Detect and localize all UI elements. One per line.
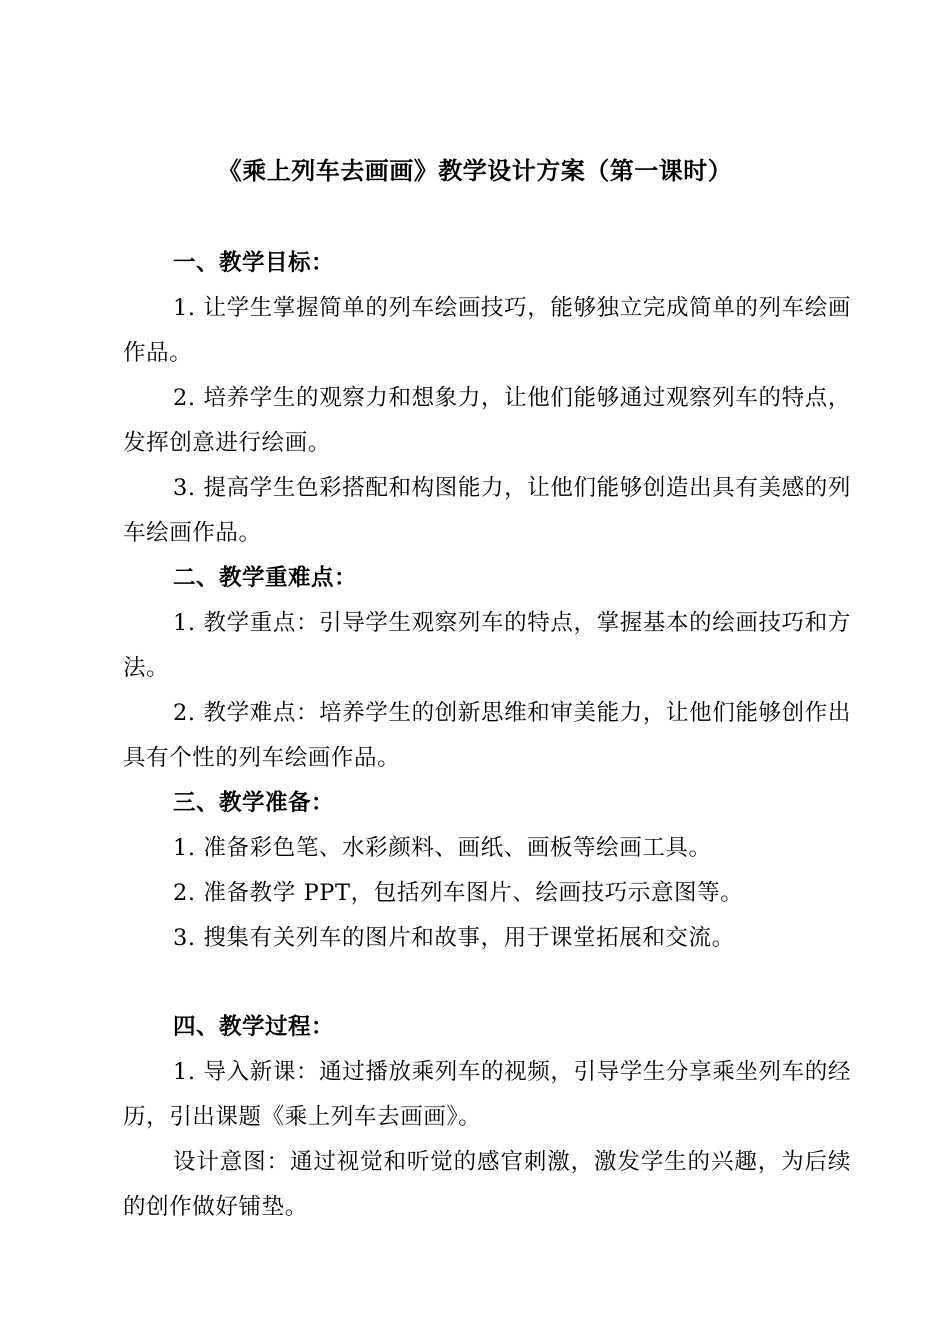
section-heading-preparation: 三、教学准备：	[173, 790, 335, 816]
key-point-item-1: 1. 教学重点：引导学生观察列车的特点，掌握基本的绘画技巧和方法。	[123, 610, 851, 681]
objective-item-2: 2. 培养学生的观察力和想象力，让他们能够通过观察列车的特点，发挥创意进行绘画。	[123, 385, 851, 456]
key-point-item-2: 2. 教学难点：培养学生的创新思维和审美能力，让他们能够创作出具有个性的列车绘画作品。	[123, 700, 851, 771]
document-body	[123, 241, 851, 1230]
preparation-item-1: 1. 准备彩色笔、水彩颜料、画纸、画板等绘画工具。	[173, 835, 712, 861]
section-heading-key-points: 二、教学重难点：	[173, 565, 358, 591]
preparation-item-3: 3. 搜集有关列车的图片和故事，用于课堂拓展和交流。	[173, 925, 735, 951]
document-title: 《乘上列车去画画》教学设计方案（第一课时）	[217, 156, 733, 185]
objective-item-1: 1. 让学生掌握简单的列车绘画技巧，能够独立完成简单的列车绘画作品。	[123, 295, 851, 366]
process-item-1: 1. 导入新课：通过播放乘列车的视频，引导学生分享乘坐列车的经历，引出课题《乘上列车去画画》。	[123, 1059, 851, 1130]
objective-item-3: 3. 提高学生色彩搭配和构图能力，让他们能够创造出具有美感的列车绘画作品。	[123, 475, 851, 546]
section-spacer	[123, 961, 851, 1005]
section-heading-process: 四、教学过程：	[173, 1014, 335, 1040]
process-design-intent: 设计意图：通过视觉和听觉的感官刺激，激发学生的兴趣，为后续的创作做好铺垫。	[123, 1149, 851, 1220]
preparation-item-2: 2. 准备教学 PPT，包括列车图片、绘画技巧示意图等。	[173, 880, 744, 906]
section-heading-objectives: 一、教学目标：	[173, 250, 335, 276]
